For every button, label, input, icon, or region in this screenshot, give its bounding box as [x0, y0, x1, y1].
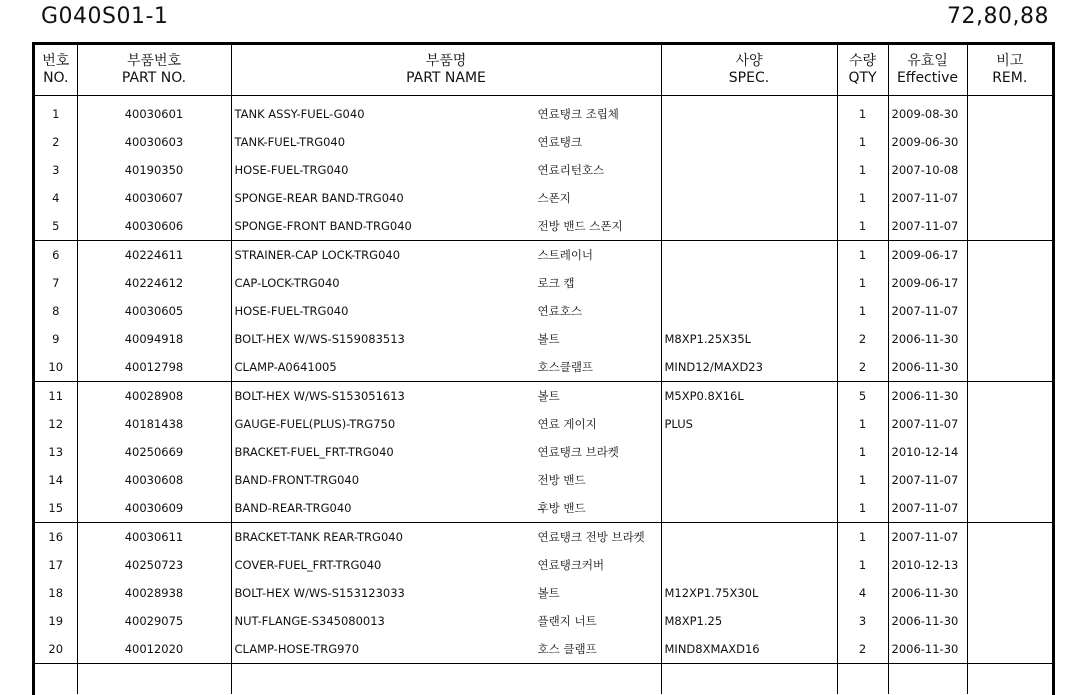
- table-row: [35, 410, 1052, 438]
- row-number-cell: 1: [35, 96, 77, 129]
- quantity-cell: 1: [837, 212, 888, 241]
- spec-cell: M8XP1.25X35L: [661, 325, 837, 353]
- table-row: [35, 579, 1052, 607]
- remarks-cell: [967, 607, 1052, 635]
- remarks-cell: [967, 410, 1052, 438]
- spec-cell: M8XP1.25: [661, 607, 837, 635]
- model-numbers: 72,80,88: [947, 4, 1049, 29]
- parts-table-frame: [32, 42, 1055, 695]
- part-name-en: TANK ASSY-FUEL-G040: [234, 107, 365, 121]
- spec-cell: PLUS: [661, 410, 837, 438]
- part-name-cell: [231, 297, 661, 325]
- part-name-ko: 볼트: [537, 389, 560, 403]
- remarks-cell: [967, 184, 1052, 212]
- part-number-cell: 40224611: [77, 241, 231, 270]
- table-row: [35, 96, 1052, 129]
- effective-date-cell: 2007-11-07: [888, 212, 967, 241]
- spec-cell: [661, 128, 837, 156]
- effective-date-cell: 2007-11-07: [888, 466, 967, 494]
- effective-date-cell: 2006-11-30: [888, 607, 967, 635]
- table-row: [35, 382, 1052, 411]
- header-row: [35, 45, 1052, 96]
- row-number-cell: 5: [35, 212, 77, 241]
- spec-cell: [661, 212, 837, 241]
- part-name-cell: [231, 523, 661, 552]
- remarks-cell: [967, 494, 1052, 523]
- row-number-cell: 4: [35, 184, 77, 212]
- row-number-cell: 6: [35, 241, 77, 270]
- quantity-cell: 1: [837, 523, 888, 552]
- header-part-no: 부품번호 PART NO.: [77, 45, 231, 96]
- part-name-ko: 볼트: [537, 332, 560, 346]
- empty-row: [35, 664, 1052, 695]
- effective-date-cell: 2009-08-30: [888, 96, 967, 129]
- table-row: [35, 438, 1052, 466]
- row-number-cell: 17: [35, 551, 77, 579]
- row-number-cell: 3: [35, 156, 77, 184]
- remarks-cell: [967, 523, 1052, 552]
- part-name-cell: [231, 353, 661, 382]
- quantity-cell: 2: [837, 325, 888, 353]
- part-name-cell: [231, 382, 661, 411]
- part-name-ko: 연료호스: [537, 304, 582, 318]
- part-name-cell: [231, 184, 661, 212]
- effective-date-cell: 2006-11-30: [888, 635, 967, 664]
- remarks-cell: [967, 551, 1052, 579]
- remarks-cell: [967, 241, 1052, 270]
- part-name-ko: 로크 캡: [537, 276, 575, 290]
- part-name-ko: 전방 밴드 스폰지: [537, 219, 623, 233]
- spec-cell: [661, 523, 837, 552]
- part-name-en: BRACKET-TANK REAR-TRG040: [234, 530, 403, 544]
- part-number-cell: 40030607: [77, 184, 231, 212]
- part-name-en: BOLT-HEX W/WS-S153051613: [234, 389, 405, 403]
- row-number-cell: 8: [35, 297, 77, 325]
- part-name-cell: [231, 551, 661, 579]
- row-number-cell: 15: [35, 494, 77, 523]
- part-name-cell: [231, 579, 661, 607]
- header-effective: 유효일 Effective: [888, 45, 967, 96]
- spec-cell: [661, 494, 837, 523]
- quantity-cell: 3: [837, 607, 888, 635]
- part-number-cell: 40012020: [77, 635, 231, 664]
- quantity-cell: 1: [837, 96, 888, 129]
- effective-date-cell: 2006-11-30: [888, 325, 967, 353]
- part-name-ko: 연료탱크 브라켓: [537, 445, 619, 459]
- effective-date-cell: 2007-11-07: [888, 297, 967, 325]
- part-name-en: BOLT-HEX W/WS-S159083513: [234, 332, 405, 346]
- part-name-cell: [231, 325, 661, 353]
- part-name-cell: [231, 410, 661, 438]
- part-name-en: BAND-REAR-TRG040: [234, 501, 352, 515]
- part-name-en: TANK-FUEL-TRG040: [234, 135, 346, 149]
- effective-date-cell: 2007-11-07: [888, 410, 967, 438]
- row-number-cell: 10: [35, 353, 77, 382]
- remarks-cell: [967, 96, 1052, 129]
- part-name-en: COVER-FUEL_FRT-TRG040: [234, 558, 382, 572]
- spec-cell: [661, 438, 837, 466]
- part-name-ko: 연료탱크 조립체: [537, 107, 619, 121]
- part-number-cell: 40224612: [77, 269, 231, 297]
- table-row: [35, 325, 1052, 353]
- part-name-ko: 후방 밴드: [537, 501, 586, 515]
- part-name-ko: 연료 게이지: [537, 417, 597, 431]
- part-number-cell: 40028908: [77, 382, 231, 411]
- part-name-ko: 플랜지 너트: [537, 614, 597, 628]
- table-row: [35, 269, 1052, 297]
- part-number-cell: 40030605: [77, 297, 231, 325]
- quantity-cell: 1: [837, 494, 888, 523]
- remarks-cell: [967, 128, 1052, 156]
- row-number-cell: 7: [35, 269, 77, 297]
- part-name-ko: 스트레이너: [537, 248, 594, 262]
- quantity-cell: 4: [837, 579, 888, 607]
- part-name-ko: 볼트: [537, 586, 560, 600]
- row-number-cell: 19: [35, 607, 77, 635]
- quantity-cell: 1: [837, 466, 888, 494]
- spec-cell: [661, 184, 837, 212]
- part-name-ko: 전방 밴드: [537, 473, 586, 487]
- document-code: G040S01-1: [41, 4, 169, 29]
- spec-cell: [661, 241, 837, 270]
- part-number-cell: 40030601: [77, 96, 231, 129]
- part-number-cell: 40190350: [77, 156, 231, 184]
- empty-cell: [77, 664, 231, 695]
- remarks-cell: [967, 353, 1052, 382]
- quantity-cell: 5: [837, 382, 888, 411]
- part-name-ko: 연료탱크커버: [537, 558, 605, 572]
- empty-cell: [661, 664, 837, 695]
- effective-date-cell: 2009-06-17: [888, 269, 967, 297]
- empty-cell: [837, 664, 888, 695]
- part-name-en: GAUGE-FUEL(PLUS)-TRG750: [234, 417, 396, 431]
- header-qty: 수량 QTY: [837, 45, 888, 96]
- quantity-cell: 2: [837, 635, 888, 664]
- remarks-cell: [967, 212, 1052, 241]
- effective-date-cell: 2006-11-30: [888, 382, 967, 411]
- part-number-cell: 40030611: [77, 523, 231, 552]
- quantity-cell: 2: [837, 353, 888, 382]
- effective-date-cell: 2010-12-14: [888, 438, 967, 466]
- part-name-en: CLAMP-A0641005: [234, 360, 337, 374]
- empty-cell: [888, 664, 967, 695]
- effective-date-cell: 2006-11-30: [888, 353, 967, 382]
- part-number-cell: 40250669: [77, 438, 231, 466]
- part-number-cell: 40030608: [77, 466, 231, 494]
- effective-date-cell: 2009-06-30: [888, 128, 967, 156]
- part-number-cell: 40030603: [77, 128, 231, 156]
- row-number-cell: 14: [35, 466, 77, 494]
- table-row: [35, 551, 1052, 579]
- remarks-cell: [967, 579, 1052, 607]
- header-no: 번호 NO.: [35, 45, 77, 96]
- part-number-cell: 40030609: [77, 494, 231, 523]
- parts-table-body: [35, 96, 1052, 695]
- part-name-en: HOSE-FUEL-TRG040: [234, 304, 349, 318]
- part-name-en: SPONGE-FRONT BAND-TRG040: [234, 219, 412, 233]
- part-number-cell: 40028938: [77, 579, 231, 607]
- part-name-ko: 스폰지: [537, 191, 571, 205]
- table-row: [35, 156, 1052, 184]
- table-row: [35, 353, 1052, 382]
- part-name-ko: 연료탱크 전방 브라켓: [537, 530, 645, 544]
- row-number-cell: 18: [35, 579, 77, 607]
- part-name-cell: [231, 466, 661, 494]
- empty-cell: [35, 664, 77, 695]
- part-name-ko: 연료리턴호스: [537, 163, 605, 177]
- remarks-cell: [967, 269, 1052, 297]
- part-name-en: BRACKET-FUEL_FRT-TRG040: [234, 445, 394, 459]
- spec-cell: [661, 269, 837, 297]
- effective-date-cell: 2010-12-13: [888, 551, 967, 579]
- table-row: [35, 607, 1052, 635]
- quantity-cell: 1: [837, 438, 888, 466]
- effective-date-cell: 2007-10-08: [888, 156, 967, 184]
- part-name-cell: [231, 128, 661, 156]
- table-row: [35, 297, 1052, 325]
- spec-cell: MIND8XMAXD16: [661, 635, 837, 664]
- spec-cell: [661, 466, 837, 494]
- part-name-cell: [231, 212, 661, 241]
- part-name-cell: [231, 96, 661, 129]
- spec-cell: [661, 297, 837, 325]
- remarks-cell: [967, 297, 1052, 325]
- part-name-en: BAND-FRONT-TRG040: [234, 473, 360, 487]
- part-number-cell: 40094918: [77, 325, 231, 353]
- remarks-cell: [967, 156, 1052, 184]
- part-name-en: STRAINER-CAP LOCK-TRG040: [234, 248, 401, 262]
- table-row: [35, 241, 1052, 270]
- row-number-cell: 11: [35, 382, 77, 411]
- part-name-en: NUT-FLANGE-S345080013: [234, 614, 385, 628]
- quantity-cell: 1: [837, 551, 888, 579]
- quantity-cell: 1: [837, 297, 888, 325]
- quantity-cell: 1: [837, 410, 888, 438]
- remarks-cell: [967, 382, 1052, 411]
- effective-date-cell: 2006-11-30: [888, 579, 967, 607]
- spec-cell: [661, 156, 837, 184]
- part-name-en: CAP-LOCK-TRG040: [234, 276, 340, 290]
- part-number-cell: 40012798: [77, 353, 231, 382]
- part-number-cell: 40029075: [77, 607, 231, 635]
- part-name-cell: [231, 607, 661, 635]
- header-remarks: 비고 REM.: [967, 45, 1052, 96]
- part-number-cell: 40250723: [77, 551, 231, 579]
- part-name-en: BOLT-HEX W/WS-S153123033: [234, 586, 405, 600]
- part-number-cell: 40181438: [77, 410, 231, 438]
- table-row: [35, 184, 1052, 212]
- quantity-cell: 1: [837, 241, 888, 270]
- header-part-name: 부품명 PART NAME: [231, 45, 661, 96]
- part-name-ko: 연료탱크: [537, 135, 582, 149]
- row-number-cell: 2: [35, 128, 77, 156]
- spec-cell: [661, 551, 837, 579]
- table-row: [35, 128, 1052, 156]
- part-name-en: CLAMP-HOSE-TRG970: [234, 642, 360, 656]
- quantity-cell: 1: [837, 269, 888, 297]
- row-number-cell: 20: [35, 635, 77, 664]
- row-number-cell: 9: [35, 325, 77, 353]
- part-name-cell: [231, 156, 661, 184]
- parts-table: [35, 45, 1052, 694]
- row-number-cell: 16: [35, 523, 77, 552]
- table-row: [35, 466, 1052, 494]
- effective-date-cell: 2009-06-17: [888, 241, 967, 270]
- table-row: [35, 494, 1052, 523]
- part-name-en: HOSE-FUEL-TRG040: [234, 163, 349, 177]
- part-name-cell: [231, 438, 661, 466]
- remarks-cell: [967, 635, 1052, 664]
- part-number-cell: 40030606: [77, 212, 231, 241]
- remarks-cell: [967, 438, 1052, 466]
- row-number-cell: 13: [35, 438, 77, 466]
- empty-cell: [967, 664, 1052, 695]
- part-name-cell: [231, 269, 661, 297]
- quantity-cell: 1: [837, 128, 888, 156]
- part-name-en: SPONGE-REAR BAND-TRG040: [234, 191, 404, 205]
- spec-cell: MIND12/MAXD23: [661, 353, 837, 382]
- effective-date-cell: 2007-11-07: [888, 184, 967, 212]
- remarks-cell: [967, 325, 1052, 353]
- spec-cell: M12XP1.75X30L: [661, 579, 837, 607]
- part-name-ko: 호스 클램프: [537, 642, 597, 656]
- table-row: [35, 635, 1052, 664]
- spec-cell: M5XP0.8X16L: [661, 382, 837, 411]
- table-row: [35, 212, 1052, 241]
- part-name-ko: 호스클램프: [537, 360, 594, 374]
- empty-cell: [231, 664, 661, 695]
- table-row: [35, 523, 1052, 552]
- row-number-cell: 12: [35, 410, 77, 438]
- part-name-cell: [231, 494, 661, 523]
- remarks-cell: [967, 466, 1052, 494]
- effective-date-cell: 2007-11-07: [888, 523, 967, 552]
- effective-date-cell: 2007-11-07: [888, 494, 967, 523]
- part-name-cell: [231, 241, 661, 270]
- part-name-cell: [231, 635, 661, 664]
- quantity-cell: 1: [837, 184, 888, 212]
- header-spec: 사양 SPEC.: [661, 45, 837, 96]
- spec-cell: [661, 96, 837, 129]
- quantity-cell: 1: [837, 156, 888, 184]
